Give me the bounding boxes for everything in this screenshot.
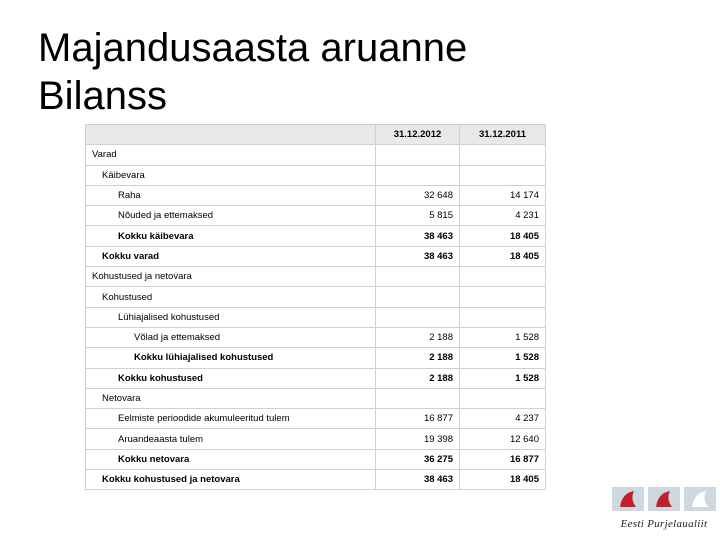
slide-title xyxy=(38,24,467,120)
table-row xyxy=(86,449,546,469)
row-label: Raha xyxy=(86,185,376,205)
row-label: Kokku kohustused xyxy=(86,368,376,388)
row-label: Käibevara xyxy=(86,165,376,185)
table-header-2012: 31.12.2012 xyxy=(376,125,460,145)
value-2012: 5 815 xyxy=(376,206,460,226)
value-2011: 4 237 xyxy=(460,409,546,429)
value-2011: 18 405 xyxy=(460,470,546,490)
value-2011 xyxy=(460,145,546,165)
balance-sheet-table xyxy=(85,124,546,490)
table-row xyxy=(86,327,546,347)
row-label: Aruandeaasta tulem xyxy=(86,429,376,449)
table-row xyxy=(86,429,546,449)
table-header-2011: 31.12.2011 xyxy=(460,125,546,145)
table-header-label xyxy=(86,125,376,145)
table-row xyxy=(86,287,546,307)
value-2011: 16 877 xyxy=(460,449,546,469)
row-label: Varad xyxy=(86,145,376,165)
value-2012 xyxy=(376,165,460,185)
windsurf-sail-icon xyxy=(610,485,718,513)
value-2012 xyxy=(376,307,460,327)
row-label: Kokku kohustused ja netovara xyxy=(86,470,376,490)
value-2011: 18 405 xyxy=(460,246,546,266)
table-body xyxy=(86,145,546,490)
row-label: Eelmiste perioodide akumuleeritud tulem xyxy=(86,409,376,429)
row-label: Netovara xyxy=(86,388,376,408)
row-label: Kokku käibevara xyxy=(86,226,376,246)
value-2012: 38 463 xyxy=(376,226,460,246)
row-label: Kokku netovara xyxy=(86,449,376,469)
table-header-row xyxy=(86,125,546,145)
table-row xyxy=(86,185,546,205)
value-2012: 2 188 xyxy=(376,348,460,368)
value-2012: 19 398 xyxy=(376,429,460,449)
value-2011: 14 174 xyxy=(460,185,546,205)
table-row xyxy=(86,165,546,185)
value-2012: 32 648 xyxy=(376,185,460,205)
organization-logo xyxy=(610,485,718,535)
row-label: Lühiajalised kohustused xyxy=(86,307,376,327)
value-2012 xyxy=(376,388,460,408)
value-2011: 4 231 xyxy=(460,206,546,226)
value-2012: 16 877 xyxy=(376,409,460,429)
table-row xyxy=(86,409,546,429)
value-2011 xyxy=(460,287,546,307)
row-label: Kohustused ja netovara xyxy=(86,267,376,287)
value-2012 xyxy=(376,267,460,287)
table-row xyxy=(86,226,546,246)
table-row xyxy=(86,388,546,408)
slide-title-line2: Bilanss xyxy=(38,74,167,118)
value-2012: 38 463 xyxy=(376,470,460,490)
value-2012: 36 275 xyxy=(376,449,460,469)
value-2011: 12 640 xyxy=(460,429,546,449)
row-label: Nõuded ja ettemaksed xyxy=(86,206,376,226)
value-2011 xyxy=(460,267,546,287)
row-label: Kokku varad xyxy=(86,246,376,266)
logo-text: Eesti Purjelaualiit xyxy=(620,518,708,530)
value-2012: 2 188 xyxy=(376,368,460,388)
value-2012 xyxy=(376,145,460,165)
value-2012 xyxy=(376,287,460,307)
value-2011 xyxy=(460,165,546,185)
value-2011 xyxy=(460,307,546,327)
value-2011 xyxy=(460,388,546,408)
row-label: Võlad ja ettemaksed xyxy=(86,327,376,347)
value-2011: 1 528 xyxy=(460,327,546,347)
table-row xyxy=(86,206,546,226)
value-2011: 1 528 xyxy=(460,348,546,368)
table-row xyxy=(86,307,546,327)
table-row xyxy=(86,348,546,368)
value-2012: 38 463 xyxy=(376,246,460,266)
row-label: Kohustused xyxy=(86,287,376,307)
table-row xyxy=(86,246,546,266)
table-row xyxy=(86,267,546,287)
slide-title-line1: Majandusaasta aruanne xyxy=(38,26,468,70)
value-2011: 1 528 xyxy=(460,368,546,388)
row-label: Kokku lühiajalised kohustused xyxy=(86,348,376,368)
table-row xyxy=(86,368,546,388)
table-row xyxy=(86,145,546,165)
value-2011: 18 405 xyxy=(460,226,546,246)
table-row xyxy=(86,470,546,490)
value-2012: 2 188 xyxy=(376,327,460,347)
